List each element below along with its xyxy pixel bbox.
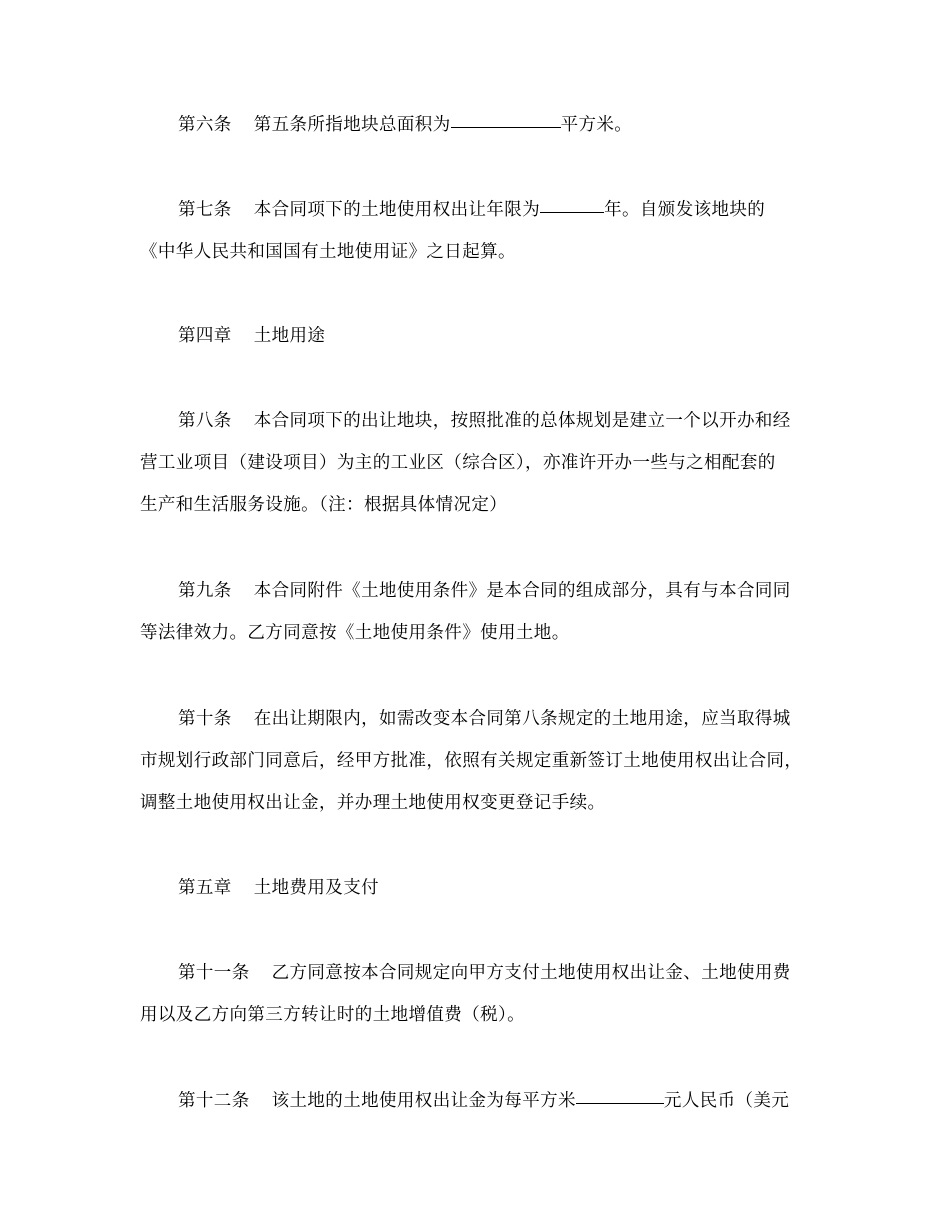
- chapter-5-title: 土地费用及支付: [253, 878, 380, 898]
- article-6-text-a: 第五条所指地块总面积为: [253, 115, 451, 135]
- article-7: [140, 189, 820, 273]
- article-7-line-2: 《中华人民共和国国有土地使用证》之日起算。: [140, 242, 516, 262]
- article-11-line-2: 用以及乙方向第三方转让时的土地增值费（税）。: [140, 1005, 526, 1025]
- area-blank-field: [451, 107, 561, 128]
- chapter-5-heading: [140, 867, 820, 909]
- article-12-text-a: 该土地的土地使用权出让金为每平方米: [271, 1091, 576, 1111]
- article-10-line-1: [140, 698, 820, 740]
- article-7-label: 第七条: [178, 200, 232, 220]
- article-10-line-2: 市规划行政部门同意后，经甲方批准，依照有关规定重新签订土地使用权出让合同，: [140, 751, 803, 771]
- chapter-4-title: 土地用途: [253, 326, 326, 346]
- article-10: [140, 698, 820, 824]
- article-6-text-b: 平方米。: [560, 115, 633, 135]
- article-9-text-1: 本合同附件《土地使用条件》是本合同的组成部分，具有与本合同同: [253, 581, 791, 601]
- article-11: [140, 952, 820, 1036]
- article-7-line-1: [140, 189, 820, 231]
- article-9-line-2: 等法律效力。乙方同意按《土地使用条件》使用土地。: [140, 623, 570, 643]
- article-9-line-1: [140, 570, 820, 612]
- chapter-4-label: 第四章: [178, 326, 232, 346]
- article-8-text-1: 本合同项下的出让地块，按照批准的总体规划是建立一个以开办和经: [253, 411, 791, 431]
- article-8-label: 第八条: [178, 411, 232, 431]
- article-9-label: 第九条: [178, 581, 232, 601]
- article-10-label: 第十条: [178, 709, 232, 729]
- article-9: [140, 570, 820, 654]
- chapter-4-line: [140, 315, 820, 357]
- chapter-5-label: 第五章: [178, 878, 232, 898]
- article-11-label: 第十一条: [178, 963, 250, 983]
- article-11-line-1: [140, 952, 820, 994]
- article-11-text-1: 乙方同意按本合同规定向甲方支付土地使用权出让金、土地使用费: [271, 963, 791, 983]
- article-8: [140, 400, 820, 526]
- chapter-4-heading: [140, 315, 820, 357]
- article-12: [140, 1080, 820, 1122]
- article-12-text-b: 元人民币（美元: [663, 1091, 790, 1111]
- article-6: [140, 104, 820, 146]
- article-10-text-1: 在出让期限内，如需改变本合同第八条规定的土地用途，应当取得城: [253, 709, 791, 729]
- article-8-line-3: 生产和生活服务设施。（注：根据具体情况定）: [140, 495, 508, 515]
- article-7-text-b: 年。自颁发该地块的: [604, 200, 766, 220]
- article-6-label: 第六条: [178, 115, 232, 135]
- article-12-line-1: [140, 1080, 820, 1122]
- article-6-line-1: [140, 104, 820, 146]
- article-10-line-3: 调整土地使用权出让金，并办理土地使用权变更登记手续。: [140, 793, 606, 813]
- years-blank-field: [540, 192, 604, 213]
- article-8-line-1: [140, 400, 820, 442]
- article-8-line-2: 营工业项目（建设项目）为主的工业区（综合区），亦准许开办一些与之相配套的: [140, 453, 776, 473]
- chapter-5-line: [140, 867, 820, 909]
- article-7-text-a: 本合同项下的土地使用权出让年限为: [253, 200, 541, 220]
- price-blank-field: [576, 1083, 664, 1104]
- article-12-label: 第十二条: [178, 1091, 250, 1111]
